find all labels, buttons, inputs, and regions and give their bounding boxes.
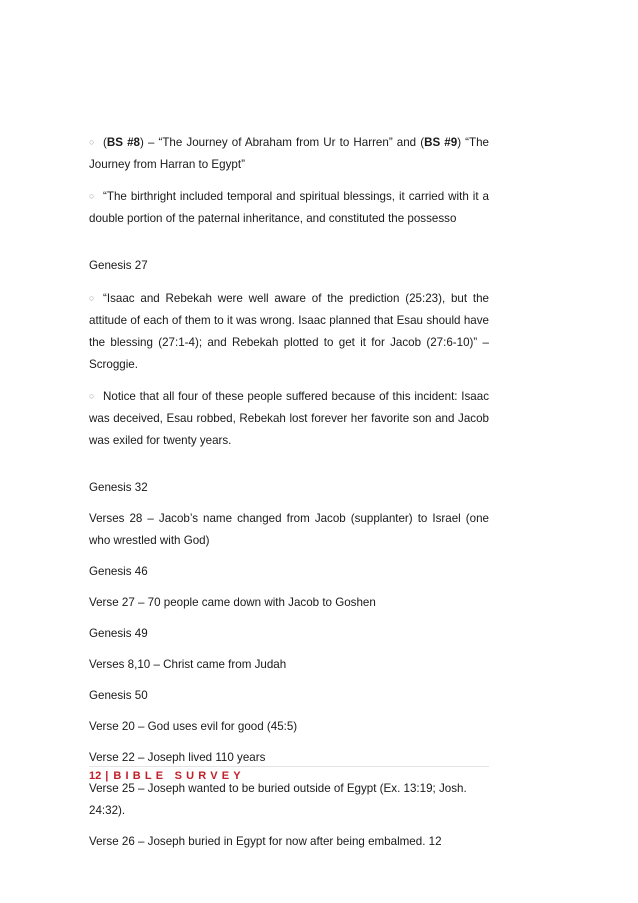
page-number: 12 (89, 770, 102, 782)
bullet-icon: ○ (89, 191, 95, 201)
heading-genesis-50: Genesis 50 (89, 689, 148, 702)
paragraph-isaac-rebekah (89, 287, 489, 376)
paragraph-birthright (89, 185, 489, 230)
paragraph-bs-journeys (89, 131, 489, 176)
paragraph-verse-26: Verse 26 – Joseph buried in Egypt for now after being embalmed. 12 (89, 835, 442, 848)
footer-separator: | (105, 770, 109, 782)
paragraph-verses-8-10: Verses 8,10 – Christ came from Judah (89, 658, 287, 671)
page-footer (89, 770, 245, 782)
paragraph-all-four-suffered (89, 385, 489, 452)
footer-divider (89, 766, 489, 767)
paragraph-text: “Isaac and Rebekah were well aware of the prediction (25:23), but the attitude of each of them to it was wrong. Isaac planned that Esau should have the blessing (27:1-4); and Rebekah plotted to get it for Jacob (27:6-10)” –Scroggie. (89, 292, 489, 371)
bold-run: BS #9 (424, 136, 458, 149)
heading-genesis-32: Genesis 32 (89, 481, 148, 494)
bullet-icon: ○ (89, 391, 95, 401)
heading-genesis-49: Genesis 49 (89, 627, 148, 640)
paragraph-verse-28: Verses 28 – Jacob’s name changed from Jacob (supplanter) to Israel (one who wrestled with God) (89, 512, 489, 547)
bold-run: BS #8 (106, 136, 140, 149)
paragraph-verse-27: Verse 27 – 70 people came down with Jacob to Goshen (89, 596, 376, 609)
paragraph-text: Notice that all four of these people suffered because of this incident: Isaac was deceived, Esau robbed, Rebekah lost forever her favorite son and Jacob was exiled for twenty years. (89, 390, 489, 447)
paragraph-verse-20: Verse 20 – God uses evil for good (45:5) (89, 720, 298, 733)
bullet-icon: ○ (89, 137, 95, 147)
page-content (89, 131, 489, 853)
bullet-icon: ○ (89, 293, 95, 303)
footer-title: BIBLE SURVEY (113, 770, 245, 782)
paragraph-verse-25: Verse 25 – Joseph wanted to be buried outside of Egypt (Ex. 13:19; Josh. 24:32). (89, 782, 467, 817)
paragraph-text: “The birthright included temporal and spiritual blessings, it carried with it a double portion of the paternal inheritance, and constituted the possesso (89, 190, 489, 225)
text-run: ( (103, 136, 107, 149)
heading-genesis-27: Genesis 27 (89, 259, 148, 272)
heading-genesis-46: Genesis 46 (89, 565, 148, 578)
paragraph-verse-22: Verse 22 – Joseph lived 110 years (89, 751, 266, 764)
text-run: ) – “The Journey of Abraham from Ur to Harren” and ( (139, 136, 425, 149)
text-run: ) “The Journey from Harran to Egypt” (89, 136, 489, 171)
